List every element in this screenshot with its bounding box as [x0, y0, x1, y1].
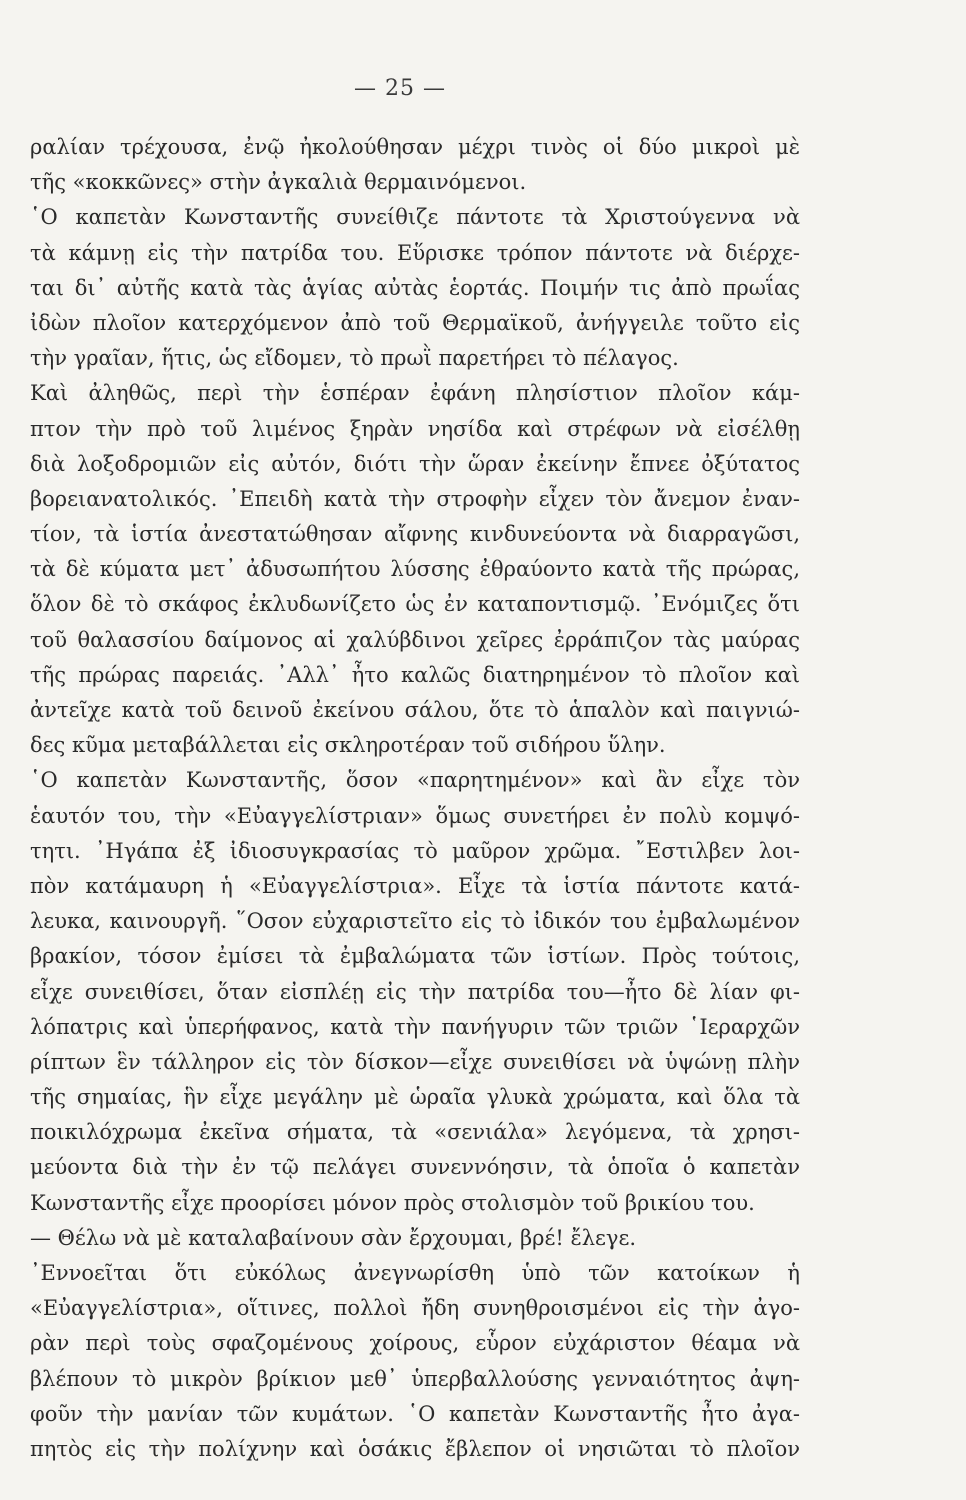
text-line-30: μεύοντα διὰ τὴν ἐν τῷ πελάγει συνεννόησιν, τὰ ὁποῖα ὁ καπετὰν [30, 1155, 800, 1180]
text-line-28: τῆς σημαίας, ἣν εἶχε μεγάλην μὲ ὡραῖα γλυκὰ χρώματα, καὶ ὅλα τὰ [30, 1085, 800, 1110]
text-line-34: «Εὐαγγελίστρια», οἵτινες, πολλοὶ ἤδη συνηθροισμένοι εἰς τὴν ἀγο- [30, 1296, 800, 1321]
text-line-20: ἑαυτόν του, τὴν «Εὐαγγελίστριαν» ὅμως συνετήρει ἐν πολὺ κομψό- [30, 803, 800, 828]
text-line-13: τὰ δὲ κύματα μετ᾽ ἀδυσωπήτου λύσσης ἐθραύοντο κατὰ τῆς πρώρας, [30, 557, 800, 582]
text-line-24: βρακίον, τόσον ἐμίσει τὰ ἐμβαλώματα τῶν ἱστίων. Πρὸς τούτοις, [30, 944, 800, 969]
text-line-3: ῾Ο καπετὰν Κωνσταντῆς συνείθιζε πάντοτε τὰ Χριστούγεννα νὰ [30, 205, 800, 230]
text-line-36: βλέπουν τὸ μικρὸν βρίκιον μεθ᾽ ὑπερβαλλούσης γενναιότητος ἀψη- [30, 1366, 800, 1391]
text-line-19: ῾Ο καπετὰν Κωνσταντῆς, ὅσον «παρητημένον» καὶ ἂν εἶχε τὸν [30, 768, 800, 793]
text-line-16: τῆς πρώρας παρειάς. ᾿Αλλ᾽ ἦτο καλῶς διατηρημένον τὸ πλοῖον καὶ [30, 662, 800, 687]
text-line-17: ἀντεῖχε κατὰ τοῦ δεινοῦ ἐκείνου σάλου, ὅτε τὸ ἁπαλὸν καὶ παιγνιώ- [30, 698, 800, 722]
text-line-26: λόπατρις καὶ ὑπερήφανος, κατὰ τὴν πανήγυριν τῶν τριῶν ῾Ιεραρχῶν [30, 1014, 800, 1039]
text-line-33: ᾿Εννοεῖται ὅτι εὐκόλως ἀνεγνωρίσθη ὑπὸ τῶν κατοίκων ἡ [30, 1261, 800, 1285]
text-line-5: ται δι᾽ αὐτῆς κατὰ τὰς ἁγίας αὐτὰς ἑορτάς. Ποιμήν τις ἀπὸ πρωΐας [30, 275, 800, 300]
text-line-7: τὴν γραῖαν, ἥτις, ὡς εἴδομεν, τὸ πρωῒ παρετήρει τὸ πέλαγος. [30, 346, 679, 371]
text-line-6: ἰδὼν πλοῖον κατερχόμενον ἀπὸ τοῦ Θερμαϊκοῦ, ἀνήγγειλε τοῦτο εἰς [30, 310, 800, 335]
text-line-31: Κωνσταντῆς εἶχε προορίσει μόνον πρὸς στολισμὸν τοῦ βρικίου του. [30, 1190, 755, 1215]
text-line-18: δες κῦμα μεταβάλλεται εἰς σκληροτέραν τοῦ σιδήρου ὕλην. [30, 733, 666, 758]
text-line-38: πητὸς εἰς τὴν πολίχνην καὶ ὁσάκις ἔβλεπον οἱ νησιῶται τὸ πλοῖον [30, 1436, 800, 1461]
text-line-14: ὅλον δὲ τὸ σκάφος ἐκλυδωνίζετο ὡς ἐν καταποντισμῷ. ᾿Ενόμιζες ὅτι [30, 592, 800, 617]
text-line-11: βορειανατολικός. ᾿Επειδὴ κατὰ τὴν στροφὴν εἶχεν τὸν ἄνεμον ἐναν- [30, 486, 800, 511]
text-line-27: ρίπτων ἓν τάλληρον εἰς τὸν δίσκον—εἶχε συνειθίσει νὰ ὑψώνῃ πλὴν [30, 1049, 800, 1074]
text-line-32: — Θέλω νὰ μὲ καταλαβαίνουν σὰν ἔρχουμαι, βρέ! ἔλεγε. [30, 1225, 637, 1250]
text-line-37: φοῦν τὴν μανίαν τῶν κυμάτων. ῾Ο καπετὰν Κωνσταντῆς ἦτο ἀγα- [30, 1401, 800, 1426]
text-line-35: ρὰν περὶ τοὺς σφαζομένους χοίρους, εὗρον εὐχάριστον θέαμα νὰ [30, 1331, 800, 1356]
text-line-9: πτον τὴν πρὸ τοῦ λιμένος ξηρὰν νησίδα καὶ στρέφων νὰ εἰσέλθῃ [30, 416, 800, 441]
text-line-21: τητι. ᾿Ηγάπα ἐξ ἰδιοσυγκρασίας τὸ μαῦρον χρῶμα. ῎Εστιλβεν λοι- [30, 838, 800, 863]
text-line-8: Καὶ ἀληθῶς, περὶ τὴν ἑσπέραν ἐφάνη πλησίστιον πλοῖον κάμ- [30, 381, 800, 406]
text-line-22: πὸν κατάμαυρη ἡ «Εὐαγγελίστρια». Εἶχε τὰ ἱστία πάντοτε κατά- [30, 873, 800, 898]
text-line-12: τίον, τὰ ἱστία ἀνεστατώθησαν αἴφνης κινδυνεύοντα νὰ διαρραγῶσι, [30, 522, 800, 547]
text-line-2: τῆς «κοκκῶνες» στὴν ἀγκαλιὰ θερμαινόμενοι. [30, 170, 527, 195]
text-line-15: τοῦ θαλασσίου δαίμονος αἱ χαλύβδινοι χεῖρες ἐρράπιζον τὰς μαύρας [30, 627, 800, 652]
body-text [30, 130, 800, 1467]
text-line-23: λευκα, καινουργῆ. ῞Οσον εὐχαριστεῖτο εἰς τὸ ἰδικόν του ἐμβαλωμένον [30, 909, 800, 934]
text-line-4: τὰ κάμνῃ εἰς τὴν πατρίδα του. Εὕρισκε τρόπον πάντοτε νὰ διέρχε- [30, 240, 800, 265]
text-line-29: ποικιλόχρωμα ἐκεῖνα σήματα, τὰ «σενιάλα» λεγόμενα, τὰ χρησι- [30, 1120, 800, 1145]
text-line-1: ραλίαν τρέχουσα, ἐνῷ ἠκολούθησαν μέχρι τινὸς οἱ δύο μικροὶ μὲ [30, 135, 800, 159]
page-number: — 25 — [354, 76, 446, 101]
text-line-25: εἶχε συνειθίσει, ὅταν εἰσπλέῃ εἰς τὴν πατρίδα του—ἦτο δὲ λίαν φι- [30, 979, 800, 1004]
text-line-10: διὰ λοξοδρομιῶν εἰς αὐτόν, διότι τὴν ὥραν ἐκείνην ἔπνεε ὀξύτατος [30, 451, 800, 476]
